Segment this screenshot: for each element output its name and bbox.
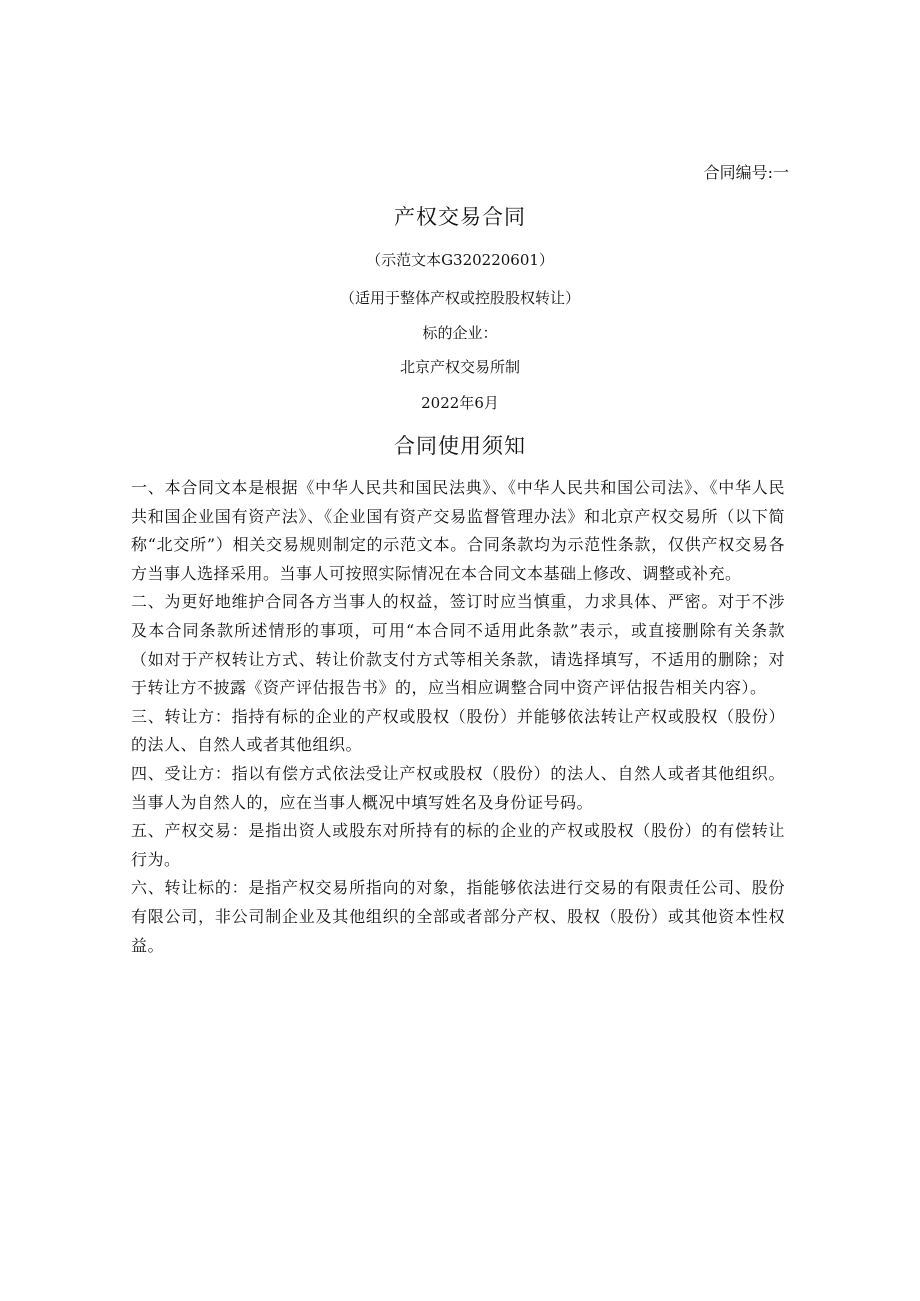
notice-item-1: 一、本合同文本是根据《中华人民共和国民法典》、《中华人民共和国公司法》、《中华人民共和国企业国有资产法》、《企业国有资产交易监督管理办法》和北京产权交易所（以下简称“北交所”）相关交易规则制定的示范文本。合同条款均为示范性条款，仅供产权交易各方当事人选择采用。当事人可按照实际情况在本合同文本基础上修改、调整或补充。 bbox=[131, 478, 785, 583]
notice-item-2: 二、为更好地维护合同各方当事人的权益，签订时应当慎重，力求具体、严密。对于不涉及本合同条款所述情形的事项，可用“本合同不适用此条款”表示，或直接删除有关条款（如对于产权转让方式、转让价款支付方式等相关条款，请选择填写，不适用的删除；对于转让方不披露《资产评估报告书》的，应当相应调整合同中资产评估报告相关内容）。 bbox=[131, 592, 785, 698]
notice-item-3: 三、转让方：指持有标的企业的产权或股权（股份）并能够依法转让产权或股权（股份）的法人、自然人或者其他组织。 bbox=[131, 706, 785, 755]
notice-item-5: 五、产权交易：是指出资人或股东对所持有的标的企业的产权或股权（股份）的有偿转让行为。 bbox=[131, 821, 785, 869]
target-company-label: 标的企业： bbox=[422, 324, 498, 342]
notice-list bbox=[131, 474, 785, 960]
contract-title: 产权交易合同 bbox=[394, 205, 526, 229]
contract-number: 合同编号:一 bbox=[703, 163, 789, 182]
notice-item-6: 六、转让标的：是指产权交易所指向的对象，指能够依法进行交易的有限责任公司、股份有限公司，非公司制企业及其他组织的全部或者部分产权、股权（股份）或其他资本性权益。 bbox=[131, 878, 785, 955]
notice-item-4: 四、受让方：指以有偿方式依法受让产权或股权（股份）的法人、自然人或者其他组织。当事人为自然人的，应在当事人概况中填写姓名及身份证号码。 bbox=[131, 763, 785, 812]
issuer: 北京产权交易所制 bbox=[399, 358, 520, 376]
notice-title: 合同使用须知 bbox=[394, 434, 526, 458]
applicability-note: （适用于整体产权或控股股权转让） bbox=[339, 289, 580, 307]
sample-text-code: （示范文本G320220601） bbox=[366, 251, 554, 269]
issue-date: 2022年6月 bbox=[421, 394, 499, 412]
